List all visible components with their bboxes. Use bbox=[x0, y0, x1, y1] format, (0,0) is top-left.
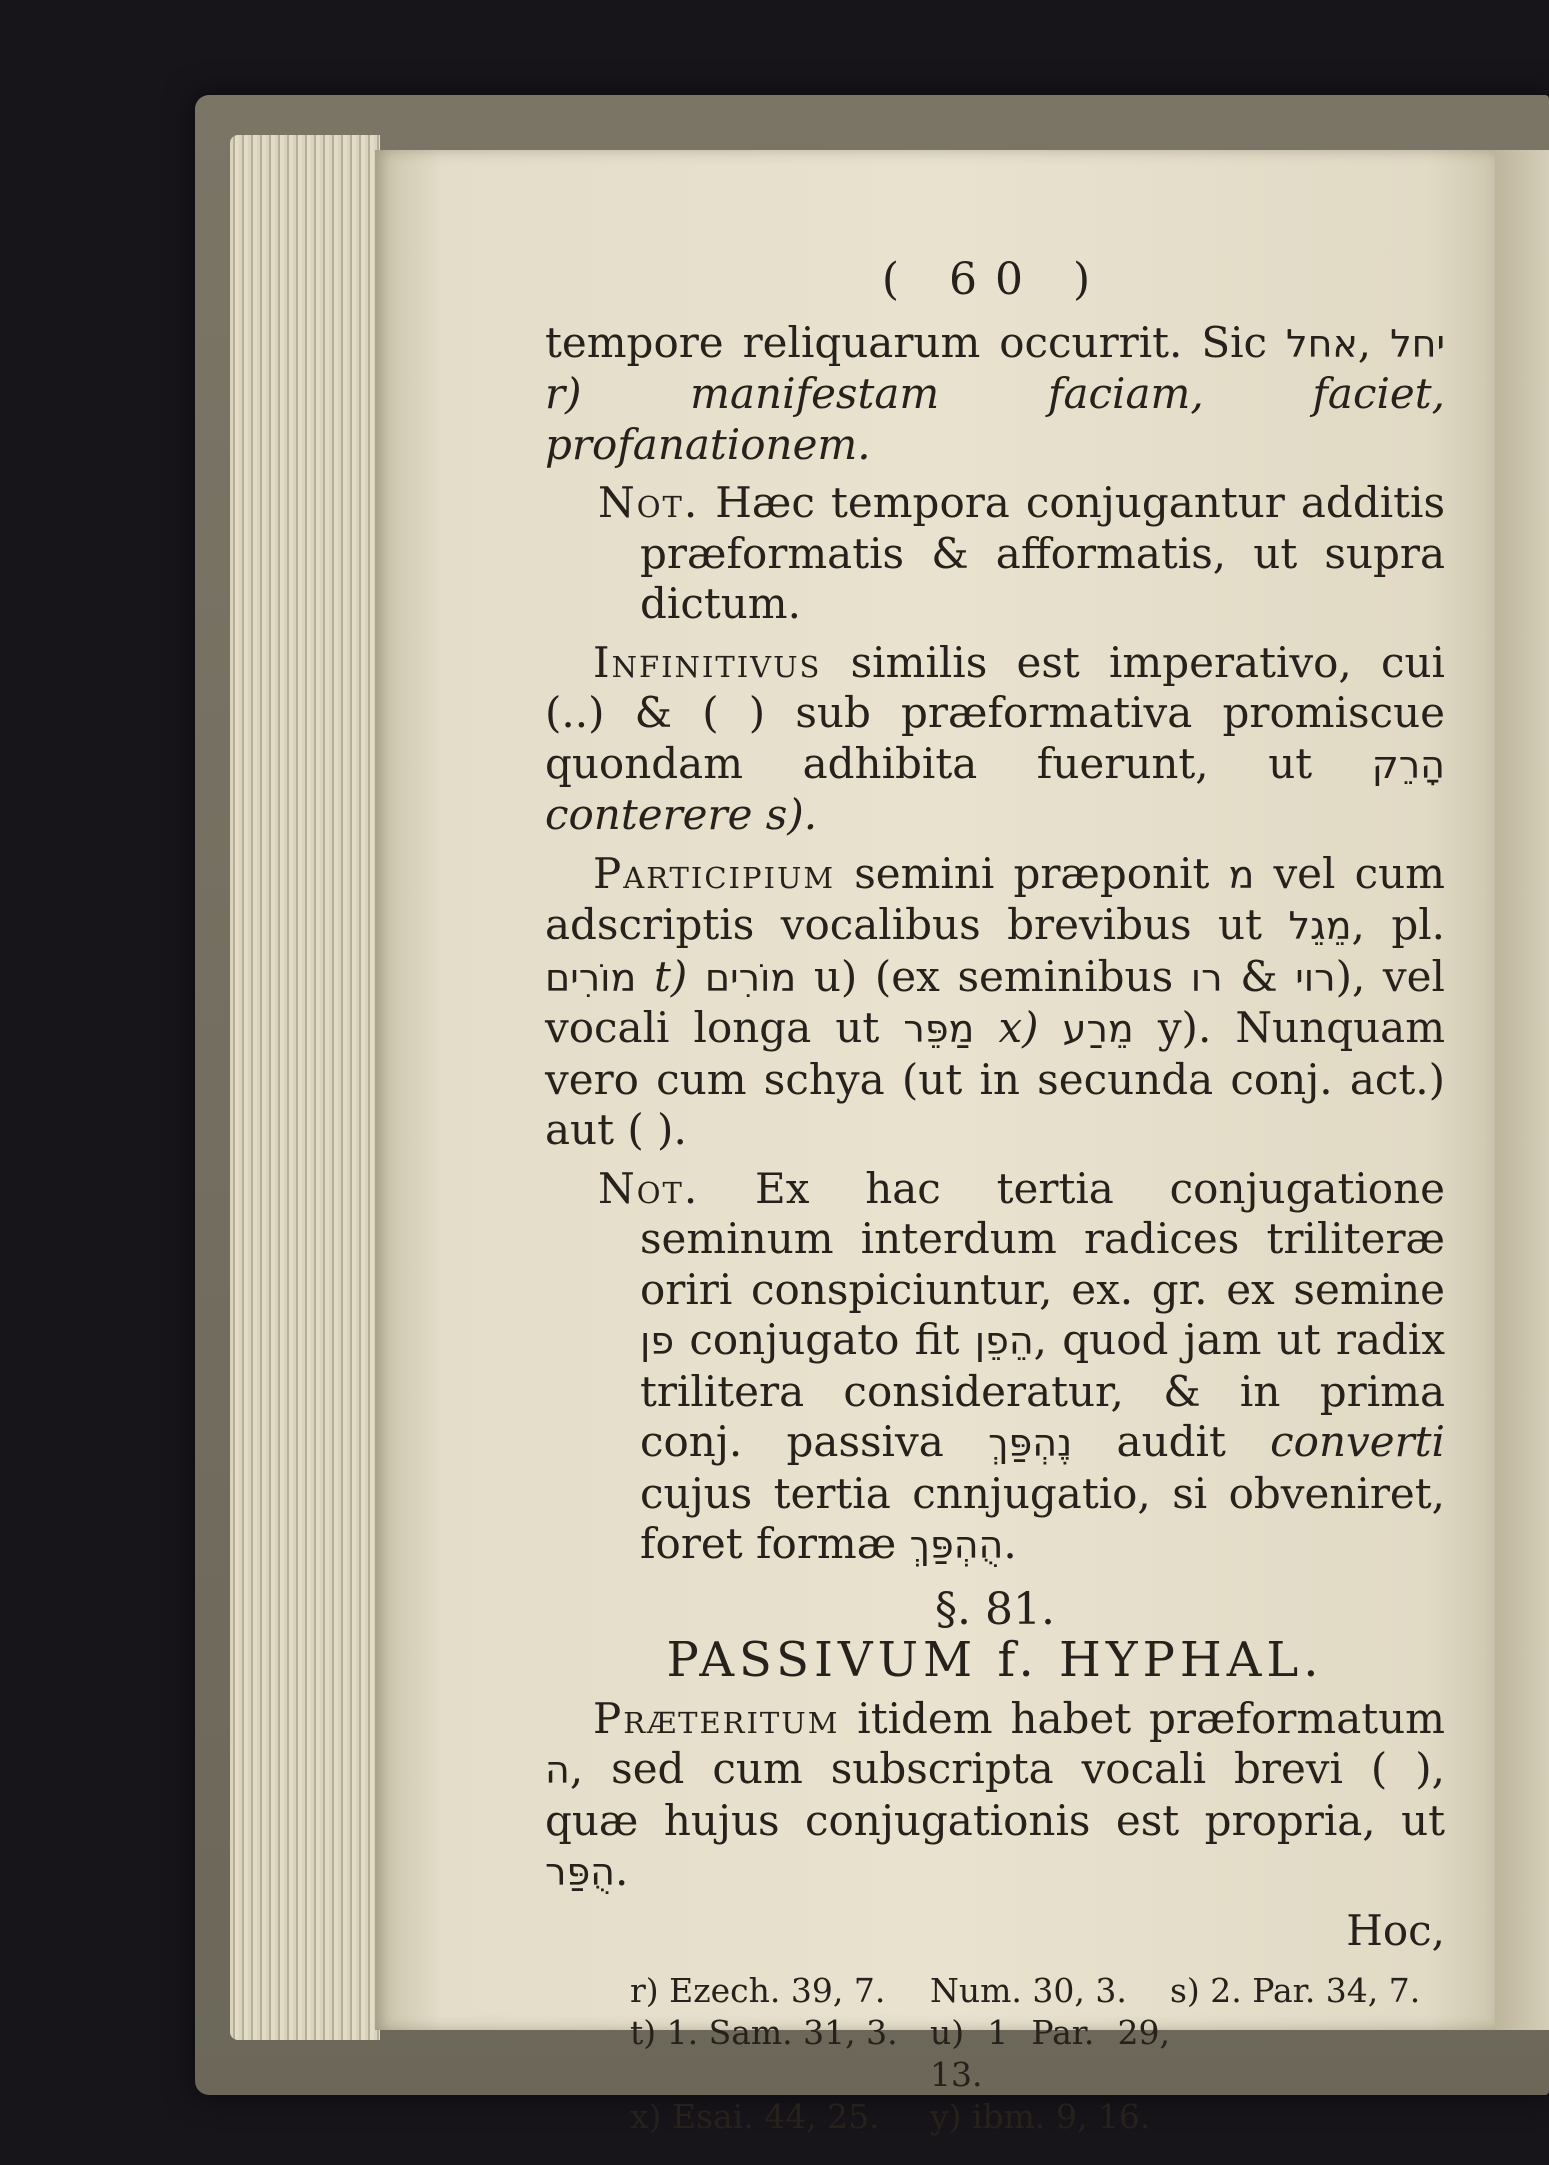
hebrew-word: מֵרַע bbox=[1062, 1007, 1134, 1051]
text-run: . bbox=[1003, 1519, 1017, 1568]
text-run: Ex hac tertia conjugatione seminum interdum radices triliteræ oriri conspiciuntur, ex. gr. ex semine bbox=[640, 1163, 1445, 1314]
hebrew-word: מוֹרִים bbox=[545, 955, 637, 1000]
text-run: & bbox=[1240, 951, 1278, 1001]
italic-gloss: manifestam faciam, faciet, profanationem. bbox=[545, 369, 1445, 469]
hebrew-word: פן bbox=[640, 1319, 675, 1363]
footnote: y) ibm. 9, 16. bbox=[930, 2097, 1151, 2136]
text-run: , pl. bbox=[1351, 900, 1445, 949]
hebrew-word: מוֹרִים bbox=[704, 955, 797, 1000]
footnote: t) 1. Sam. 31, 3. bbox=[630, 2013, 898, 2052]
text-run: similis est imperativo, cui (..) & ( ) sub præformativa promiscue quondam adhibita fuerunt, ut bbox=[545, 637, 1445, 788]
hebrew-word: נֶהְפַּךְ bbox=[988, 1421, 1073, 1465]
hebrew-word: מֵגֵל bbox=[1288, 904, 1352, 948]
hebrew-word: רוי bbox=[1295, 955, 1336, 1000]
text-run: u) (ex seminibus bbox=[813, 951, 1174, 1001]
page-edges bbox=[230, 135, 380, 2040]
text-run: cujus tertia cnnjugatio, si obveniret, foret formæ bbox=[640, 1468, 1445, 1568]
hebrew-word: יחל bbox=[1390, 321, 1445, 366]
note-label: Not. bbox=[598, 1163, 700, 1213]
italic-gloss: converti bbox=[1270, 1417, 1445, 1466]
text-run: itidem habet præformatum bbox=[857, 1693, 1445, 1743]
section-title: PASSIVUM f. HYPHAL. bbox=[666, 1632, 1324, 1688]
hebrew-word: מַפֵּר bbox=[903, 1007, 975, 1051]
hebrew-word: רו bbox=[1190, 955, 1223, 1000]
hebrew-word: הֵפֵן bbox=[974, 1319, 1034, 1363]
footnote: Num. 30, 3. bbox=[930, 1971, 1127, 2010]
hebrew-word: מ bbox=[1228, 852, 1255, 897]
praeteritum-paragraph bbox=[545, 1694, 1445, 1898]
text-run: y). Nunquam vero cum schya (ut in secunda conj. act.) aut ( ). bbox=[545, 1003, 1446, 1154]
participium-paragraph bbox=[545, 849, 1445, 1156]
hebrew-word: הָרֵק bbox=[1371, 742, 1445, 787]
note-label: Not. bbox=[598, 478, 700, 527]
term-label: Participium bbox=[593, 848, 836, 898]
page-number: ( 60 ) bbox=[881, 254, 1109, 305]
footnote: r) Ezech. 39, 7. bbox=[630, 1971, 886, 2010]
text-run: , quod jam ut radix trilitera consideratur, & in prima conj. passiva bbox=[640, 1315, 1446, 1466]
text-run: . bbox=[615, 1846, 629, 1895]
facing-page-edge bbox=[1495, 150, 1549, 2030]
hebrew-word: הֻפַּר bbox=[545, 1850, 616, 1894]
text-run: , bbox=[1357, 317, 1372, 367]
footnote: s) 2. Par. 34, 7. bbox=[1170, 1971, 1421, 2010]
catchword: Hoc, bbox=[1346, 1905, 1445, 1955]
footnotes bbox=[545, 1970, 1445, 2138]
footnote: x) Esai. 44, 25. bbox=[630, 2097, 880, 2136]
footnote: u) 1 Par. 29, 13. bbox=[930, 2013, 1170, 2094]
note-paragraph bbox=[545, 1164, 1445, 1571]
text-run: vel cum adscriptis vocalibus brevibus ut bbox=[545, 848, 1445, 949]
term-label: Infinitivus bbox=[593, 637, 822, 687]
text-run: , sed cum subscripta vocali brevi ( ), quæ hujus conjugationis est propria, ut bbox=[545, 1744, 1445, 1845]
hebrew-word: ה bbox=[545, 1748, 570, 1792]
footnote-ref: r) bbox=[545, 369, 582, 418]
note-paragraph bbox=[545, 478, 1445, 630]
hebrew-word: אחל bbox=[1285, 321, 1358, 366]
footnote bbox=[1170, 2096, 1470, 2138]
text-run: tempore reliquarum occurrit. Sic bbox=[545, 317, 1268, 367]
paragraph-continuation bbox=[545, 318, 1445, 471]
note-text: Hæc tempora conjugantur additis præformatis & afformatis, ut supra dictum. bbox=[640, 478, 1445, 628]
italic-gloss: conterere s). bbox=[545, 790, 818, 839]
footnote bbox=[1170, 2012, 1470, 2096]
section-number: §. 81. bbox=[935, 1583, 1055, 1635]
footnote-ref: t) bbox=[653, 951, 688, 1001]
text-run: semini præponit bbox=[854, 848, 1210, 898]
text-run: audit bbox=[1116, 1417, 1226, 1466]
footnote-ref: x) bbox=[998, 1003, 1039, 1052]
term-label: Præteritum bbox=[593, 1693, 840, 1743]
infinitivus-paragraph bbox=[545, 638, 1445, 841]
text-run: ), vel vocali longa ut bbox=[545, 951, 1445, 1052]
page-text bbox=[545, 255, 1445, 2138]
text-run: conjugato fit bbox=[689, 1315, 960, 1364]
hebrew-word: הֻהְפַּךְ bbox=[909, 1523, 1004, 1567]
